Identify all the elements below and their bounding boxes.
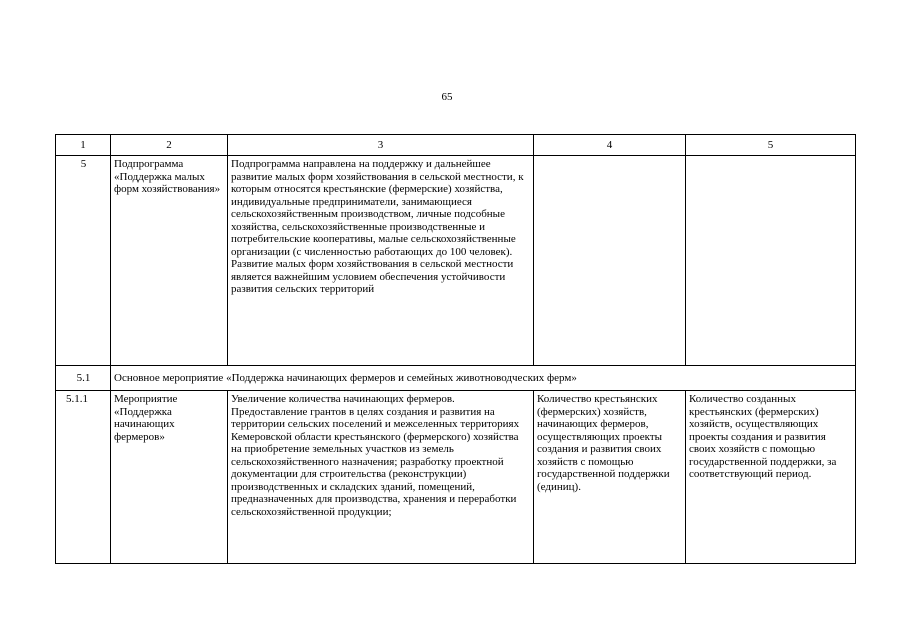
program-name: Подпрограмма «Поддержка малых форм хозяйствования» — [111, 156, 228, 366]
row-number: 5 — [56, 156, 111, 366]
header-col-3: 3 — [228, 135, 534, 156]
header-col-2: 2 — [111, 135, 228, 156]
method-cell — [686, 156, 856, 366]
program-description: Подпрограмма направлена на поддержку и дальнейшее развитие малых форм хозяйствования в сельской местности, к которым относятся крестьянские (фермерские) хозяйства, индивидуальные предприниматели, занимающиеся сельскохозяйственным производством, личные подсобные хозяйства, сельскохозяйственные производственные и потребительские кооперативы, малые сельскохозяйственные организации (с численностью работающих до 100 человек). Развитие малых форм хозяйствования в сельской местности является важнейшим условием обеспечения устойчивости развития сельских территорий — [228, 156, 534, 366]
indicator-cell: Количество крестьянских (фермерских) хозяйств, начинающих фермеров, осуществляющих проекты создания и развития своих хозяйств с помощью государственной поддержки (единиц). — [534, 391, 686, 564]
main-activity-title: Основное мероприятие «Поддержка начинающих фермеров и семейных животноводческих ферм» — [111, 366, 856, 391]
row-number: 5.1.1 — [56, 391, 111, 564]
table-header-row — [56, 135, 856, 156]
program-table — [55, 134, 856, 564]
activity-description: Увеличение количества начинающих фермеров. Предоставление грантов в целях создания и развития на территории сельских поселений и межселенных территориях Кемеровской области крестьянского (фермерского) хозяйства на приобретение земельных участков из земель сельскохозяйственного назначения; разработку проектной документации для строительства (реконструкции) производственных и складских зданий, помещений, предназначенных для производства, хранения и переработки сельскохозяйственной продукции; — [228, 391, 534, 564]
indicator-cell — [534, 156, 686, 366]
header-col-1: 1 — [56, 135, 111, 156]
table-row — [56, 156, 856, 366]
page-number: 65 — [441, 91, 453, 103]
row-number: 5.1 — [56, 366, 111, 391]
activity-name: Мероприятие «Поддержка начинающих фермеров» — [111, 391, 228, 564]
header-col-5: 5 — [686, 135, 856, 156]
header-col-4: 4 — [534, 135, 686, 156]
method-cell: Количество созданных крестьянских (фермерских) хозяйств, осуществляющих проекты создания и развития своих хозяйств с помощью государственной поддержки, за соответствующий период. — [686, 391, 856, 564]
table-row — [56, 366, 856, 391]
table-row — [56, 391, 856, 564]
